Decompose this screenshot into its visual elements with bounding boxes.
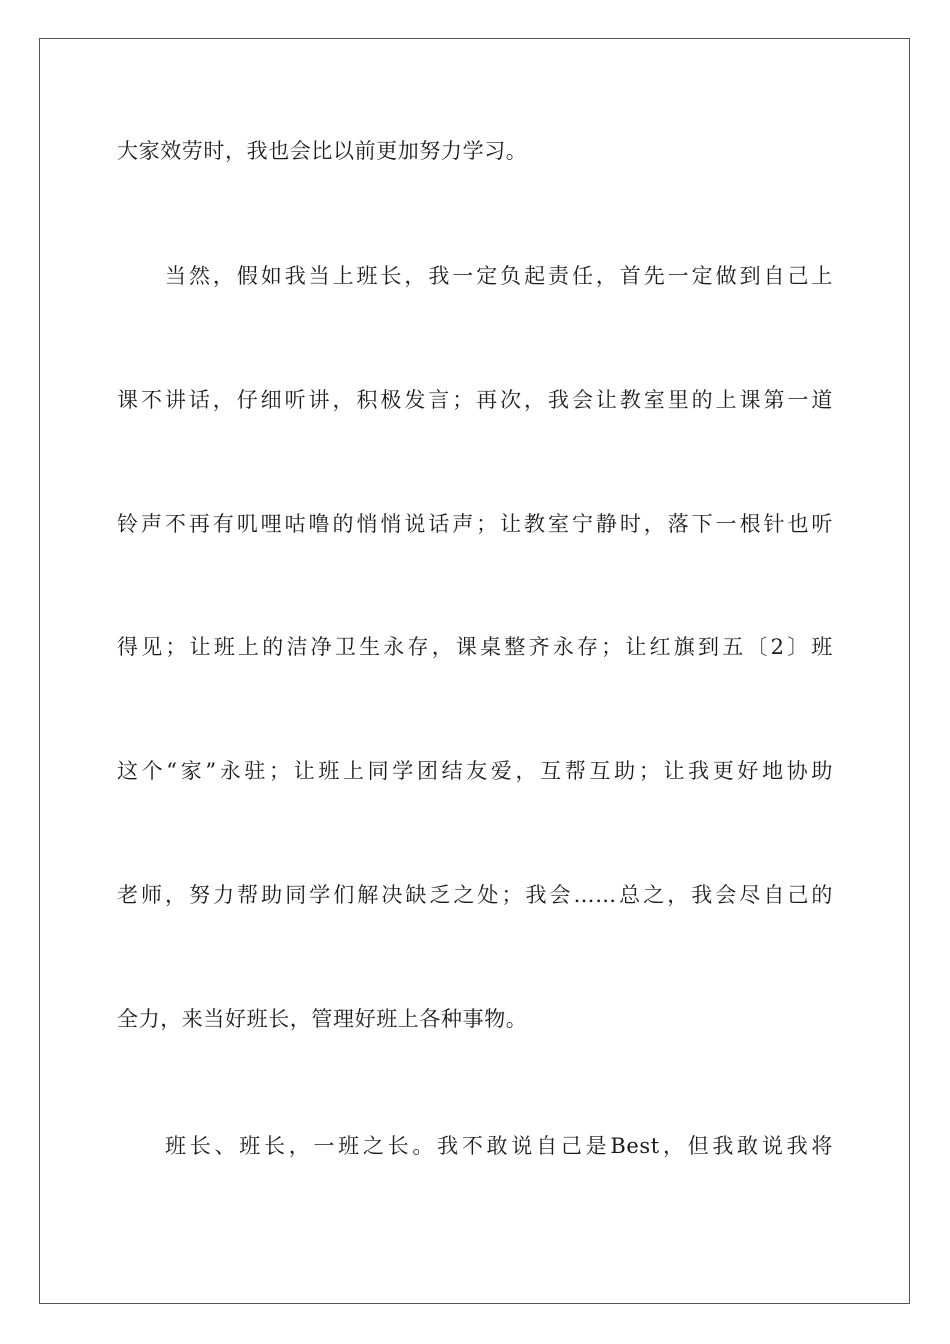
paragraph-start-line-2: 班长、班长，一班之长。我不敢说自己是Best，但我敢说我将 — [165, 1134, 833, 1158]
text-line-5: 得见；让班上的洁净卫生永存，课桌整齐永存；让红旗到五〔2〕班 — [117, 635, 833, 659]
page-border — [39, 38, 910, 1304]
text-line-3: 课不讲话，仔细听讲，积极发言；再次，我会让教室里的上课第一道 — [117, 388, 833, 412]
paragraph-start-line: 当然，假如我当上班长，我一定负起责任，首先一定做到自己上 — [165, 264, 833, 288]
text-line-1: 大家效劳时，我也会比以前更加努力学习。 — [117, 139, 528, 163]
text-line-8: 全力，来当好班长，管理好班上各种事物。 — [117, 1007, 528, 1031]
text-line-7: 老师，努力帮助同学们解决缺乏之处；我会……总之，我会尽自己的 — [117, 883, 833, 907]
text-line-6: 这个“家”永驻；让班上同学团结友爱，互帮互助；让我更好地协助 — [117, 759, 833, 783]
text-line-4: 铃声不再有叽哩咕噜的悄悄说话声；让教室宁静时，落下一根针也听 — [117, 512, 833, 536]
